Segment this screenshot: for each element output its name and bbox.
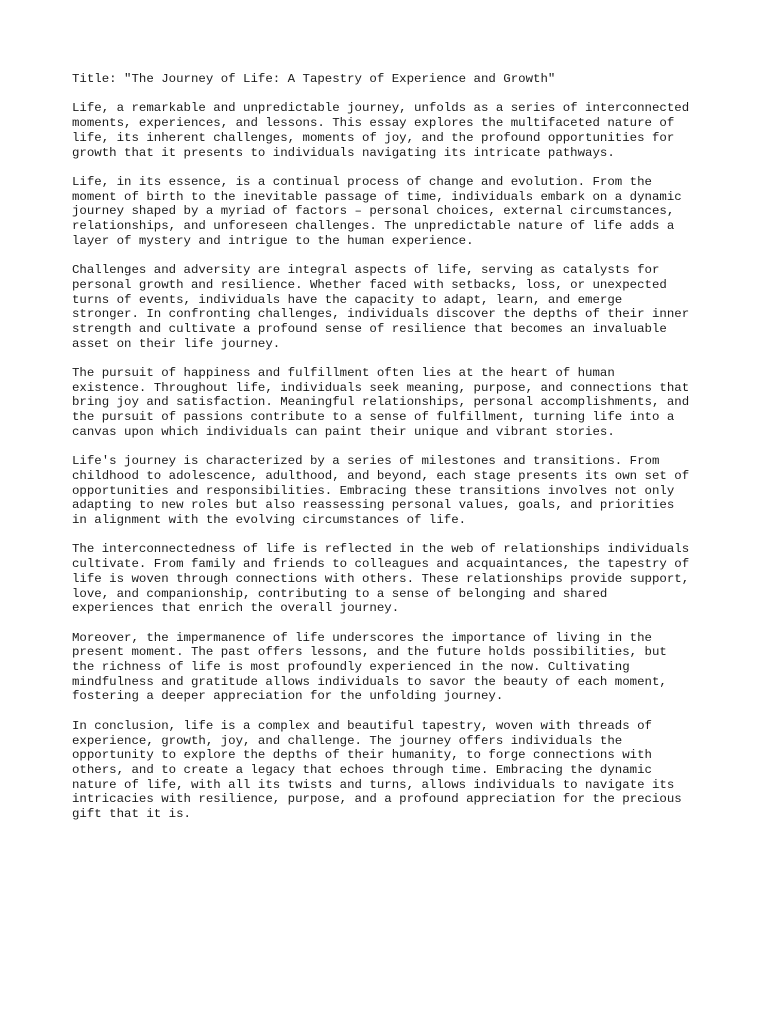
paragraph-6 [72,542,712,616]
text-line: Life's journey is characterized by a series of milestones and transitions. From [72,454,660,469]
text-line: existence. Throughout life, individuals seek meaning, purpose, and connections that [72,380,690,395]
text-line: experience, growth, joy, and challenge. The journey offers individuals the [72,733,623,748]
paragraph-3 [72,263,712,351]
text-line: life, its inherent challenges, moments of joy, and the profound opportunities for [72,130,675,145]
text-line: others, and to create a legacy that echoes through time. Embracing the dynamic [72,762,652,777]
text-line: journey shaped by a myriad of factors – personal choices, external circumstances, [72,204,675,219]
text-line: adapting to new roles but also reassessing personal values, goals, and priorities [72,498,675,513]
paragraph-2 [72,175,712,249]
text-line: opportunity to explore the depths of their humanity, to forge connections with [72,748,652,763]
text-line: Challenges and adversity are integral aspects of life, serving as catalysts for [72,263,660,278]
paragraph-1 [72,101,712,160]
text-line: stronger. In confronting challenges, individuals discover the depths of their inner [72,307,690,322]
text-line: moments, experiences, and lessons. This essay explores the multifaceted nature of [72,116,675,131]
document-title: Title: "The Journey of Life: A Tapestry of Experience and Growth" [72,72,556,86]
text-line: childhood to adolescence, adulthood, and beyond, each stage presents its own set of [72,468,690,483]
text-line: The interconnectedness of life is reflected in the web of relationships individuals [72,542,690,557]
text-line: in alignment with the evolving circumstances of life. [72,513,467,528]
text-line: fostering a deeper appreciation for the unfolding journey. [72,689,504,704]
text-line: Life, a remarkable and unpredictable journey, unfolds as a series of interconnected [72,101,690,116]
text-line: gift that it is. [72,807,191,822]
text-line: mindfulness and gratitude allows individuals to savor the beauty of each moment, [72,674,667,689]
text-line: asset on their life journey. [72,336,281,351]
text-line: bring joy and satisfaction. Meaningful relationships, personal accomplishments, and [72,395,690,410]
text-line: layer of mystery and intrigue to the human experience. [72,233,474,248]
text-line: experiences that enrich the overall journey. [72,601,400,616]
text-line: Life, in its essence, is a continual process of change and evolution. From the [72,174,652,189]
text-line: opportunities and responsibilities. Embracing these transitions involves not only [72,483,675,498]
text-line: the richness of life is most profoundly experienced in the now. Cultivating [72,660,630,675]
text-line: In conclusion, life is a complex and beautiful tapestry, woven with threads of [72,718,652,733]
text-line: moment of birth to the inevitable passage of time, individuals embark on a dynamic [72,189,682,204]
text-line: turns of events, individuals have the capacity to adapt, learn, and emerge [72,292,623,307]
text-line: The pursuit of happiness and fulfillment often lies at the heart of human [72,366,615,380]
paragraph-8 [72,719,712,822]
text-line: nature of life, with all its twists and turns, allows individuals to navigate its [72,777,675,792]
paragraph-4 [72,366,712,440]
text-line: strength and cultivate a profound sense of resilience that becomes an invaluable [72,321,667,336]
text-line: personal growth and resilience. Whether faced with setbacks, loss, or unexpected [72,277,667,292]
text-line: Moreover, the impermanence of life underscores the importance of living in the [72,630,652,645]
text-line: canvas upon which individuals can paint their unique and vibrant stories. [72,424,615,439]
text-line: the pursuit of passions contribute to a sense of fulfillment, turning life into a [72,410,675,425]
text-line: life is woven through connections with others. These relationships provide support, [72,571,690,586]
text-line: growth that it presents to individuals navigating its intricate pathways. [72,145,615,160]
document-page [72,72,712,836]
text-line: present moment. The past offers lessons, and the future holds possibilities, but [72,645,667,660]
paragraph-5 [72,454,712,528]
text-line: intricacies with resilience, purpose, and a profound appreciation for the precious [72,792,682,807]
text-line: love, and companionship, contributing to a sense of belonging and shared [72,586,608,601]
text-line: cultivate. From family and friends to colleagues and acquaintances, the tapestry of [72,557,690,572]
paragraph-7 [72,631,712,705]
text-line: relationships, and unforeseen challenges. The unpredictable nature of life adds a [72,219,675,233]
